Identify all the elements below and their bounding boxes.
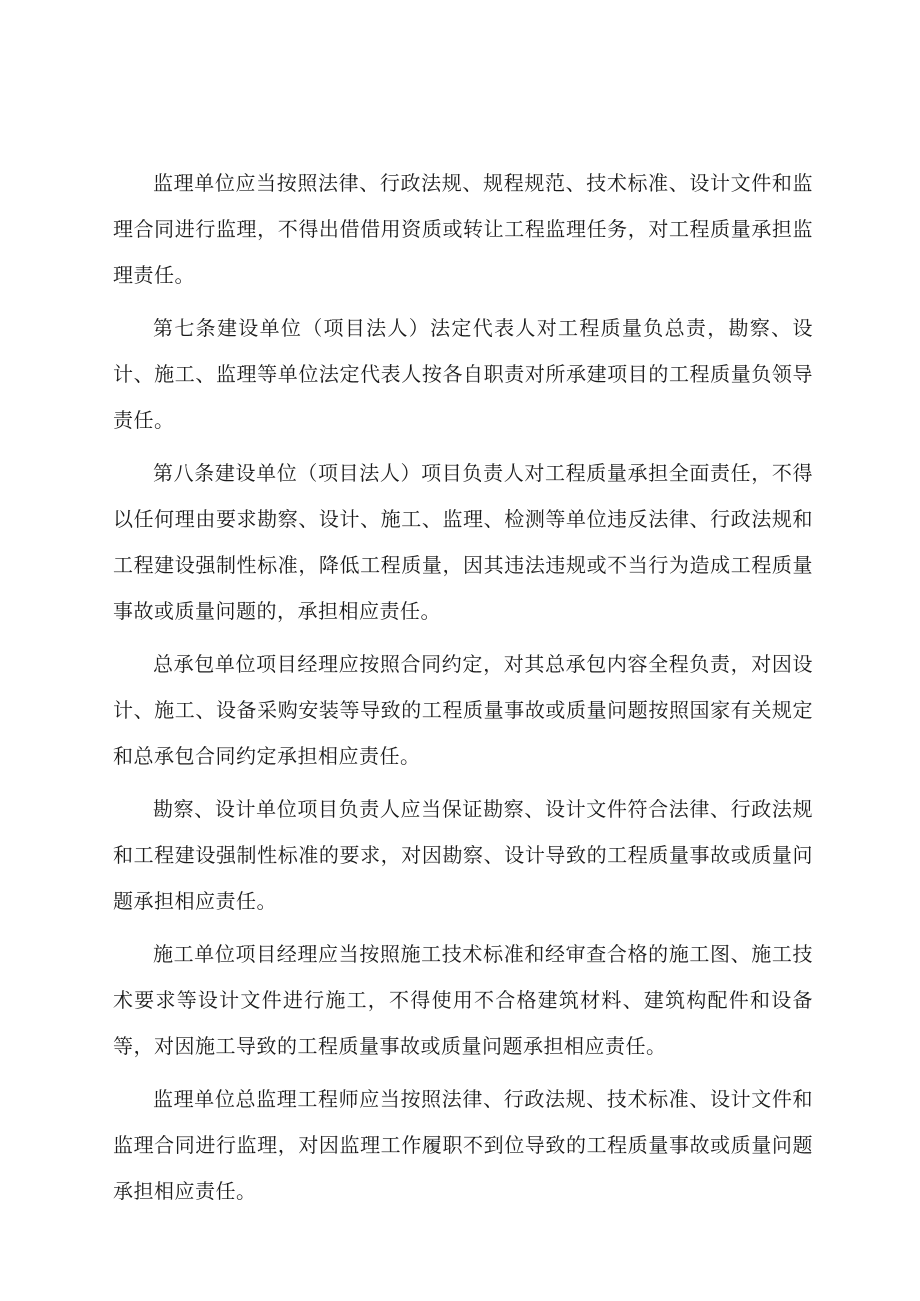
paragraph-chief-supervisor: 监理单位总监理工程师应当按照法律、行政法规、技术标准、设计文件和监理合同进行监理，对因监理工作履职不到位导致的工程质量事故或质量问题承担相应责任。 [113,1087,813,1203]
paragraph-construction-unit: 施工单位项目经理应当按照施工技术标准和经审查合格的施工图、施工技术要求等设计文件进行施工，不得使用不合格建筑材料、建筑构配件和设备等，对因施工导致的工程质量事故或质量问题承担相应责任。 [113,942,813,1058]
paragraph-survey-design: 勘察、设计单位项目负责人应当保证勘察、设计文件符合法律、行政法规和工程建设强制性标准的要求，对因勘察、设计导致的工程质量事故或质量问题承担相应责任。 [113,797,813,913]
document-body [113,160,813,1221]
paragraph-general-contractor: 总承包单位项目经理应按照合同约定，对其总承包内容全程负责，对因设计、施工、设备采购安装等导致的工程质量事故或质量问题按照国家有关规定和总承包合同约定承担相应责任。 [113,652,813,768]
paragraph-supervision-unit: 监理单位应当按照法律、行政法规、规程规范、技术标准、设计文件和监理合同进行监理，不得出借借用资质或转让工程监理任务，对工程质量承担监理责任。 [113,171,813,287]
paragraph-article-8: 第八条建设单位（项目法人）项目负责人对工程质量承担全面责任，不得以任何理由要求勘察、设计、施工、监理、检测等单位违反法律、行政法规和工程建设强制性标准，降低工程质量，因其违法违规或不当行为造成工程质量事故或质量问题的，承担相应责任。 [113,461,813,623]
paragraph-article-7: 第七条建设单位（项目法人）法定代表人对工程质量负总责，勘察、设计、施工、监理等单位法定代表人按各自职责对所承建项目的工程质量负领导责任。 [113,316,813,432]
